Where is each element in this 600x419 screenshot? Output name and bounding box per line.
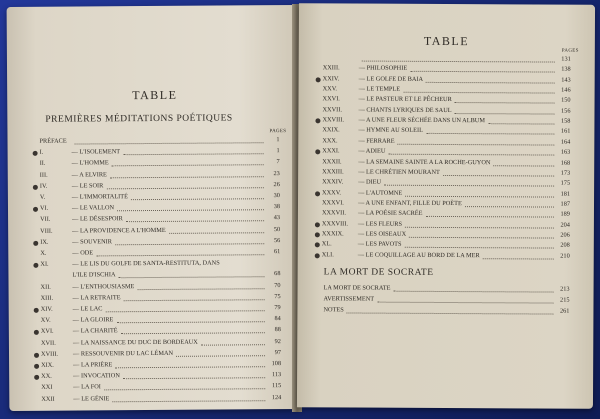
toc-title: — PHILOSOPHIE	[358, 64, 408, 73]
toc-row	[40, 135, 280, 147]
toc-row	[40, 225, 280, 237]
toc-page-number: 68	[274, 270, 281, 278]
toc-title: — LE PASTEUR ET LE PÊCHEUR	[358, 95, 452, 104]
pencil-mark	[316, 77, 321, 82]
toc-row	[41, 326, 281, 338]
leader-dots	[115, 359, 265, 368]
leader-dots	[74, 135, 263, 144]
toc-row	[40, 202, 280, 214]
pencil-mark	[34, 353, 39, 358]
pencil-mark	[315, 191, 320, 196]
toc-page-number: 164	[560, 138, 571, 146]
leader-dots	[169, 225, 264, 234]
pencil-mark	[33, 263, 38, 268]
leader-dots	[110, 169, 264, 178]
toc-page-number: 181	[560, 190, 571, 198]
toc-page-number: 206	[560, 231, 570, 239]
toc-number: VI.	[39, 204, 49, 212]
toc-title: — A UNE FLEUR SÉCHÉE DANS UN ALBUM	[358, 116, 485, 125]
toc-number: IV.	[39, 182, 48, 190]
toc-title: — LA RETRAITE	[72, 294, 121, 302]
right-section-heading: LA MORT DE SOCRATE	[323, 267, 434, 278]
toc-number: XXIX.	[322, 126, 340, 134]
toc-row	[321, 294, 569, 305]
toc-number: XXVI.	[322, 95, 340, 103]
toc-title: — LA PROVIDENCE A L'HOMME	[72, 226, 166, 235]
toc-number: XVI.	[40, 328, 54, 336]
leader-dots	[405, 240, 554, 249]
toc-row	[40, 214, 280, 226]
toc-number: XV.	[40, 316, 51, 324]
toc-title: — LE CHRÉTIEN MOURANT	[358, 168, 440, 176]
leader-dots	[426, 126, 554, 135]
leader-dots	[405, 188, 554, 197]
leader-dots	[112, 158, 264, 167]
leader-dots	[105, 303, 264, 312]
toc-number: XXXVII.	[321, 209, 346, 217]
leader-dots	[112, 393, 265, 402]
toc-title: — L'ENTHOUSIASME	[72, 282, 135, 291]
toc-page-number: 7	[276, 158, 280, 166]
leader-dots	[201, 337, 265, 345]
toc-row	[40, 258, 280, 270]
leader-dots	[465, 199, 554, 207]
leader-dots	[403, 85, 554, 94]
toc-page-number: 175	[560, 179, 571, 187]
toc-number: XIX.	[41, 361, 54, 369]
toc-number: VIII.	[40, 227, 53, 235]
pencil-mark	[33, 151, 38, 156]
toc-page-number: 204	[560, 221, 570, 229]
toc-number: XXXVI.	[321, 199, 344, 207]
leader-dots	[493, 158, 554, 166]
toc-number: XXXI.	[322, 147, 340, 155]
toc-page-number: 173	[560, 169, 571, 177]
right-page-title: TABLE	[423, 33, 470, 49]
toc-row	[41, 370, 281, 382]
toc-number: XXVII.	[322, 106, 342, 114]
pencil-mark	[315, 243, 320, 248]
pencil-mark	[315, 253, 320, 258]
toc-title: — L'IMMORTALITÉ	[71, 193, 128, 201]
toc-row	[40, 191, 280, 203]
toc-title: — RESSOUVENIR DU LAC LÉMAN	[72, 349, 174, 358]
toc-row	[41, 314, 281, 326]
toc-page-number: 138	[561, 65, 571, 73]
left-pages-header: PAGES	[269, 129, 287, 135]
toc-row	[40, 169, 280, 181]
toc-number: XXXIX.	[321, 230, 344, 238]
toc-row	[41, 393, 281, 405]
toc-page-number: 50	[273, 225, 281, 233]
toc-page-number: 168	[560, 159, 571, 167]
toc-page-number: 26	[273, 180, 280, 188]
leader-dots	[104, 382, 265, 391]
toc-title: — HYMNE AU SOLEIL	[358, 126, 423, 135]
leader-dots	[115, 236, 264, 245]
toc-page-number: 23	[273, 169, 280, 177]
toc-number: XI.	[40, 260, 49, 268]
pencil-mark	[33, 185, 38, 190]
leader-dots	[121, 326, 265, 335]
toc-title: — LE SOIR	[71, 182, 104, 190]
toc-page-number: 213	[560, 285, 570, 293]
leader-dots	[126, 214, 264, 223]
toc-title: — LA CHARITÉ	[72, 327, 118, 335]
leader-dots	[393, 284, 553, 293]
pencil-mark	[33, 241, 38, 246]
pencil-mark	[34, 308, 39, 313]
toc-page-number: 1	[276, 147, 280, 155]
leader-dots	[443, 168, 554, 177]
toc-row	[41, 348, 281, 360]
toc-row	[322, 283, 570, 294]
toc-number: XIV.	[40, 305, 53, 313]
toc-title: — LA FOI	[73, 383, 101, 391]
toc-page-number: 61	[273, 248, 281, 256]
toc-row	[40, 158, 280, 170]
toc-number: V.	[39, 193, 46, 201]
toc-title: — LA PRIÈRE	[73, 361, 113, 369]
toc-number: XXXIII.	[322, 168, 344, 176]
leader-dots	[455, 95, 555, 104]
toc-number: XXXII.	[322, 157, 342, 165]
toc-title: — DIEU	[358, 178, 382, 186]
toc-row	[41, 381, 281, 393]
pencil-mark	[315, 232, 320, 237]
toc-row	[41, 303, 281, 315]
toc-number: XXXIV.	[322, 178, 344, 186]
leader-dots	[405, 219, 554, 228]
leader-dots	[488, 116, 554, 124]
toc-title: — LES OISEAUX	[357, 230, 407, 238]
toc-page-number: 108	[271, 360, 282, 368]
toc-page-number: 156	[561, 107, 571, 115]
toc-title: NOTES	[323, 306, 344, 314]
toc-row	[41, 337, 281, 349]
leader-dots	[426, 209, 554, 218]
toc-number: XXX.	[322, 137, 338, 145]
left-section-heading: PREMIÈRES MÉDITATIONS POÉTIQUES	[45, 113, 233, 125]
toc-page-number: 75	[274, 292, 281, 300]
toc-number: XXV.	[322, 85, 338, 93]
toc-row	[321, 305, 569, 316]
toc-row	[41, 292, 281, 304]
toc-row	[322, 250, 570, 261]
toc-number: XXXVIII.	[321, 219, 348, 228]
toc-row	[40, 180, 280, 192]
toc-title: AVERTISSEMENT	[323, 295, 375, 303]
leader-dots	[398, 137, 555, 146]
toc-number: XVIII.	[40, 350, 59, 358]
leader-dots	[455, 106, 555, 115]
pencil-mark	[34, 375, 39, 380]
leader-dots	[347, 305, 554, 314]
toc-number: XXVIII.	[322, 116, 344, 124]
toc-page-number: 79	[274, 304, 281, 312]
toc-page-number: 158	[560, 117, 571, 125]
toc-page-number: 38	[273, 203, 281, 211]
pencil-mark	[315, 149, 320, 154]
toc-number: XL.	[321, 240, 332, 248]
toc-title: — LA SEMAINE SAINTE A LA ROCHE-GUYON	[358, 158, 491, 166]
leader-dots	[117, 202, 264, 211]
toc-page-number: 88	[274, 326, 281, 334]
toc-page-number: 146	[561, 86, 571, 94]
toc-title: — LE TEMPLE	[358, 85, 401, 93]
toc-row	[40, 146, 280, 158]
toc-number: XLI.	[321, 250, 334, 259]
toc-page-number: 1	[276, 136, 280, 144]
toc-number: XX.	[41, 372, 52, 380]
toc-number: XVII.	[40, 339, 56, 347]
toc-title: — LE DÉSESPOIR	[72, 215, 123, 223]
toc-title: — SOUVENIR	[72, 238, 112, 246]
toc-page-number: 261	[559, 307, 570, 315]
toc-page-number: 215	[560, 296, 570, 304]
right-pages-header: PAGES	[561, 48, 579, 54]
leader-dots	[388, 147, 554, 156]
toc-title: — LE COQUILLAGE AU BORD DE LA MER	[357, 251, 480, 259]
toc-title: — A UNE ENFANT, FILLE DU POÈTE	[357, 199, 462, 207]
leader-dots	[106, 180, 263, 189]
toc-title: — L'ISOLEMENT	[71, 148, 121, 156]
toc-title: — LE LAC	[72, 305, 103, 313]
toc-page-number: 143	[561, 76, 571, 84]
toc-title: LA MORT DE SOCRATE	[323, 284, 391, 292]
toc-title: — CHANTS LYRIQUES DE SAUL	[358, 106, 452, 114]
toc-row	[40, 236, 280, 248]
pencil-mark	[315, 118, 320, 123]
toc-number: VII.	[40, 216, 51, 224]
toc-number: IX.	[40, 238, 49, 246]
leader-dots	[137, 281, 264, 290]
pencil-mark	[315, 222, 320, 227]
toc-page-number: 150	[561, 96, 571, 105]
toc-row	[40, 247, 280, 259]
leader-dots	[362, 54, 555, 63]
toc-page-number: 92	[274, 337, 281, 345]
toc-number: XXI	[41, 384, 53, 392]
toc-page-number: 161	[560, 128, 571, 136]
leader-dots	[426, 75, 555, 84]
toc-title: — LA GLOIRE	[72, 316, 114, 324]
toc-number: III.	[39, 171, 48, 179]
pencil-mark	[33, 207, 38, 212]
toc-number: XII.	[40, 283, 51, 291]
toc-number: XXXV.	[322, 188, 342, 196]
toc-page-number: 70	[274, 281, 281, 289]
toc-title: — LE LIS DU GOLFE DE SANTA-RESTITUTA, DANS	[72, 259, 220, 268]
leader-dots	[123, 370, 265, 379]
toc-title: — LE VALLON	[71, 204, 115, 212]
toc-title: — LES FLEURS	[357, 220, 403, 228]
toc-number: X.	[40, 249, 47, 257]
toc-title: — L'HOMME	[71, 159, 109, 167]
toc-page-number: 163	[560, 148, 571, 156]
pencil-mark	[34, 364, 39, 369]
toc-title: L'ILE D'ISCHIA	[72, 271, 116, 279]
leader-dots	[96, 247, 264, 256]
leader-dots	[119, 270, 265, 279]
leader-dots	[131, 191, 264, 200]
toc-page-number: 124	[271, 393, 282, 401]
toc-number: II.	[39, 160, 46, 168]
toc-title: — ODE	[72, 249, 94, 257]
toc-title: — L'AUTOMNE	[358, 189, 403, 197]
leader-dots	[409, 230, 554, 239]
toc-title: — LE GÉNIE	[73, 394, 110, 403]
toc-title: — LE GOLFE DE BAIA	[358, 75, 424, 83]
toc-page-number: 56	[273, 236, 281, 244]
leader-dots	[123, 146, 263, 155]
toc-page-number: 210	[560, 252, 570, 260]
toc-row	[41, 359, 281, 371]
toc-title: — INVOCATION	[73, 372, 120, 380]
toc-page-number: 131	[561, 55, 571, 63]
leader-dots	[410, 64, 555, 73]
toc-number: I.	[39, 148, 44, 156]
left-page	[7, 5, 300, 411]
leader-dots	[116, 314, 264, 323]
toc-title: — LA POÉSIE SACRÉE	[357, 209, 423, 218]
toc-page-number: 30	[273, 192, 280, 200]
leader-dots	[384, 178, 554, 187]
pencil-mark	[34, 330, 39, 335]
leader-dots	[483, 251, 554, 259]
leader-dots	[377, 295, 553, 304]
toc-number: XXIV.	[322, 75, 340, 83]
toc-number: XXIII.	[322, 64, 340, 72]
toc-page-number: 84	[274, 315, 281, 323]
toc-page-number: 43	[273, 214, 281, 222]
toc-page-number: 187	[560, 200, 571, 208]
toc-number: XXII	[41, 395, 55, 403]
toc-page-number: 97	[274, 348, 282, 356]
left-page-title: TABLE	[132, 87, 178, 103]
toc-title: — LES PAVOTS	[357, 240, 402, 249]
toc-number: XIII.	[40, 294, 54, 302]
toc-page-number: 113	[271, 371, 282, 379]
toc-page-number: 189	[560, 210, 570, 218]
toc-title: — FERRARE	[358, 137, 395, 145]
toc-title: — ADIEU	[358, 147, 386, 155]
toc-title: — LA NAISSANCE DU DUC DE BORDEAUX	[72, 338, 198, 347]
toc-page-number: 208	[560, 241, 570, 249]
leader-dots	[124, 292, 265, 301]
toc-page-number: 115	[272, 382, 282, 390]
right-page	[297, 3, 595, 409]
toc-row	[41, 281, 281, 293]
toc-row	[40, 270, 280, 282]
leader-dots	[176, 348, 265, 357]
toc-title: — A ELVIRE	[71, 170, 107, 179]
toc-number: PRÉFACE	[39, 137, 67, 145]
